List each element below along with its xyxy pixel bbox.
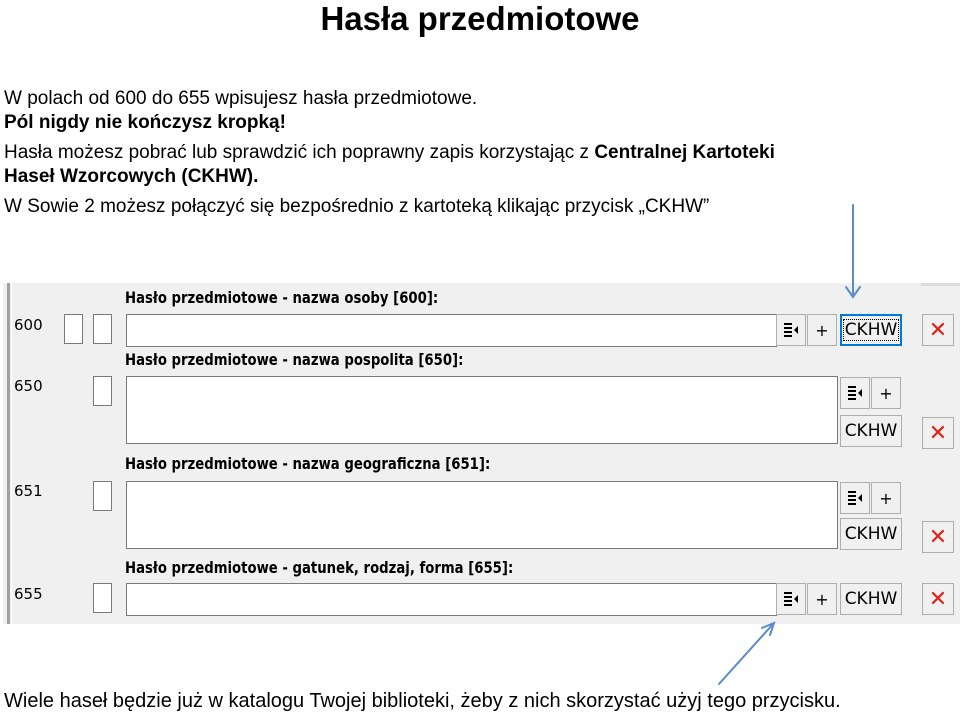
- field-600-tag: 600: [14, 316, 43, 334]
- field-655-tag: 655: [14, 585, 43, 603]
- intro-line-3-text: Hasła możesz pobrać lub sprawdzić ich poprawny zapis korzystając z: [4, 142, 595, 163]
- page-title: Hasła przedmiotowe: [320, 0, 640, 37]
- field-650-ckhw-button[interactable]: CKHW: [840, 415, 902, 447]
- intro-line-5: W Sowie 2 możesz połączyć się bezpośrednio z kartoteką klikając przycisk „CKHW”: [4, 196, 710, 217]
- intro-line-4: Haseł Wzorcowych (CKHW).: [4, 166, 259, 187]
- field-651-tag: 651: [14, 482, 43, 500]
- field-651-add-button[interactable]: +: [871, 482, 901, 514]
- field-655-add-button[interactable]: +: [807, 583, 837, 615]
- field-650-add-button[interactable]: +: [871, 377, 901, 409]
- field-650-label: Hasło przedmiotowe - nazwa pospolita [650]:: [125, 350, 464, 369]
- field-600-ckhw-label: CKHW: [844, 320, 898, 340]
- field-651-ckhw-button[interactable]: CKHW: [840, 518, 902, 550]
- delete-x-icon: ✕: [928, 420, 948, 446]
- field-650-tag: 650: [14, 377, 43, 395]
- intro-line-2: Pól nigdy nie kończysz kropką!: [4, 112, 286, 133]
- delete-x-icon: ✕: [928, 317, 948, 343]
- footer-note: Wiele haseł będzie już w katalogu Twojej biblioteki, żeby z nich skorzystać użyj tego przycisku.: [4, 690, 841, 712]
- field-600-label: Hasło przedmiotowe - nazwa osoby [600]:: [125, 288, 439, 307]
- field-651-label: Hasło przedmiotowe - nazwa geograficzna [651]:: [125, 454, 491, 473]
- intro-line-1: W polach od 600 do 655 wpisujesz hasła przedmiotowe.: [4, 88, 478, 109]
- delete-x-icon: ✕: [928, 524, 948, 550]
- field-655-ckhw-button[interactable]: CKHW: [840, 583, 902, 615]
- annotation-arrow-up: [719, 624, 773, 684]
- intro-line-3-bold: Centralnej Kartoteki: [594, 142, 775, 163]
- delete-x-icon: ✕: [928, 586, 948, 612]
- field-655-label: Hasło przedmiotowe - gatunek, rodzaj, forma [655]:: [125, 558, 514, 577]
- field-600-add-button[interactable]: +: [807, 314, 837, 346]
